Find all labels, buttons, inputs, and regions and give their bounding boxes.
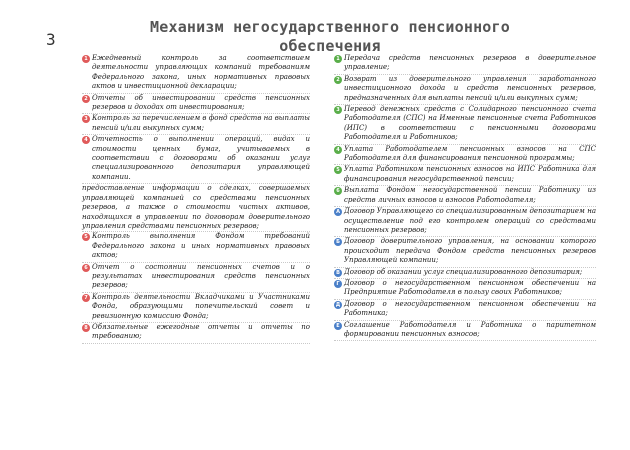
numbered-bullet-icon: Е: [334, 322, 342, 330]
list-item: [334, 279, 596, 300]
list-item-text: Передача средств пенсионных резервов в доверительное управление;: [344, 54, 596, 72]
list-item-text: Ежедневный контроль за соответствием деятельности управляющих компаний требованиям Федерального закона, иных нормативных правовых актов и инвестиционной декларации;: [92, 54, 310, 91]
numbered-bullet-icon: 3: [82, 115, 90, 123]
list-item: [82, 323, 310, 344]
list-item-text: Контроль деятельности Вкладчиками и Участниками Фонда, образующими попечительский совет и ревизионную комиссию Фонда;: [92, 292, 310, 320]
list-item-text: Отчеты об инвестировании средств пенсионных резервов и доходах от инвестирования;: [92, 93, 310, 112]
list-item-text: Уплата Работодателем пенсионных взносов на СПС Работодателя для финансирования пенсионной программы;: [344, 144, 596, 163]
numbered-bullet-icon: Г: [334, 280, 342, 288]
list-item: [334, 268, 596, 279]
numbered-bullet-icon: 3: [334, 106, 342, 114]
list-item-text: Договор Управляющего со специализированным депозитарием на осуществление под его контролем операций со средствами пенсионных резервов;: [344, 207, 596, 234]
list-item: [82, 232, 310, 262]
numbered-bullet-icon: В: [334, 269, 342, 277]
right-column: [334, 54, 596, 341]
list-item: [334, 207, 596, 237]
list-item: [334, 145, 596, 166]
list-item: [82, 135, 310, 184]
list-item: [334, 300, 596, 321]
list-item-text: Уплата Работником пенсионных взносов на ИПС Работника для финансирования негосударственной пенсии;: [344, 165, 596, 183]
numbered-bullet-icon: A: [334, 208, 342, 216]
list-item: [334, 165, 596, 186]
numbered-bullet-icon: 4: [82, 136, 90, 144]
list-item: [334, 186, 596, 207]
list-item-text: Отчетность о выполнении операций, видах и стоимости ценных бумаг, учитываемых в соответствии с договорами об оказании услуг специализированного депозитария управляющей компании.: [92, 135, 310, 181]
list-item: [334, 75, 596, 105]
list-item-text: Возврат из доверительного управления заработанного инвестиционного дохода и средств пенсионных резервов, предназначенных для выплаты пенсий и/или выкупных сумм;: [344, 74, 596, 102]
list-item-text: Выплата Фондом негосударственной пенсии Работнику из средств личных взносов и взносов Работодателя;: [344, 186, 596, 204]
numbered-bullet-icon: 5: [82, 233, 90, 241]
list-item-text: Контроль за перечислением в фонд средств на выплаты пенсий и/или выкупных сумм;: [92, 114, 310, 132]
numbered-bullet-icon: 6: [82, 264, 90, 272]
numbered-bullet-icon: 2: [82, 95, 90, 103]
numbered-bullet-icon: 1: [82, 55, 90, 63]
numbered-bullet-icon: Д: [335, 301, 341, 308]
list-item: [334, 105, 596, 145]
list-item-text: Договор о негосударственном пенсионном обеспечении на Предприятие Работодателя в пользу своих Работников;: [344, 278, 596, 297]
numbered-bullet-icon: 1: [334, 55, 342, 63]
list-item: [82, 263, 310, 293]
list-item: [334, 237, 596, 267]
numbered-bullet-icon: Б: [334, 238, 342, 246]
left-column: [82, 54, 310, 344]
list-item-text: предоставление информации о сделках, совершаемых управляющей компанией со средствами пенсионных резервов, а также о стоимости чистых активов, находящихся в управлении по договорам доверительного управления средствами пенсионных резервов;: [82, 184, 310, 230]
list-item: [334, 54, 596, 75]
list-item-text: Перевод денежных средств с Солидарного пенсионного счета Работодателя (СПС) на Именные пенсионные счета Работников (ИПС) в соответствии с пенсионными договорами Работодателя и Работников;: [344, 105, 596, 142]
page-title: Механизм негосударственного пенсионного обеспечения: [150, 18, 510, 55]
list-item: [82, 94, 310, 115]
numbered-bullet-icon: 4: [334, 146, 342, 154]
list-item-text: Контроль выполнения Фондом требований Федерального закона и иных нормативных правовых актов;: [92, 232, 310, 260]
numbered-bullet-icon: 8: [82, 324, 90, 332]
list-item-text: Договор доверительного управления, на основании которого происходит передача Фондом средств пенсионных резервов Управляющей компании;: [344, 237, 596, 265]
list-item: [82, 114, 310, 135]
list-item: [334, 321, 596, 342]
list-item-text: Отчет о состоянии пенсионных счетов и о результатах инвестирования средств пенсионных резервов;: [92, 262, 310, 290]
list-item: [82, 184, 310, 232]
list-item-text: Обязательные ежегодные отчеты и отчеты по требованию;: [92, 322, 310, 341]
list-item-text: Соглашение Работодателя и Работника о паритетном формировании пенсионных взносов;: [344, 320, 596, 338]
numbered-bullet-icon: 2: [334, 76, 342, 84]
numbered-bullet-icon: 6: [334, 187, 342, 195]
numbered-bullet-icon: 5: [334, 166, 342, 174]
list-item: [82, 54, 310, 94]
list-item-text: Договор о негосударственном пенсионном обеспечении на Работника;: [344, 299, 596, 318]
list-item: [82, 293, 310, 323]
numbered-bullet-icon: 7: [82, 294, 90, 302]
list-item-text: Договор об оказании услуг специализированного депозитария;: [344, 267, 583, 276]
slide-number: 3: [46, 30, 56, 49]
